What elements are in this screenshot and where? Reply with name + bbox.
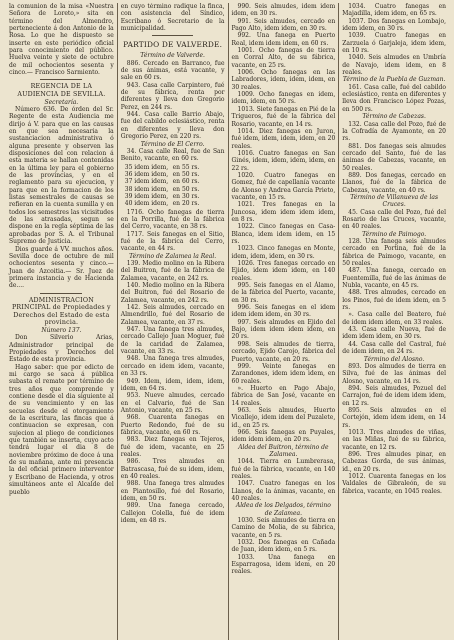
listing-item: 1716. Ocho fanegas de tierra en la Porrilla, fué de la fábrica del Cerro, vacante, en 38 rs. bbox=[120, 208, 225, 231]
row-label: 38 idem idem, bbox=[124, 185, 169, 193]
listing-item: 45. Casa calle del Pozo, fué del Rosario de las Cruces, vacante, en 40 reales. bbox=[342, 208, 446, 231]
article-body: Número 636. De órden del Sr. Regente de esta Audiencia me dirijo á V. para que en las causas en que sea necesaria la sustanciacion administrativa ó alguna presente y observen las disposiciones del con relacion á esta materia se hallan contenidas en la última ley para el gobierno de las provincias, y en el reglamento para su ejecucion, y para que en la formacion de los listas semestrales de causas se refieran en la cuenta sumilla y en todos los semestres las vicisitudes de las atrasadas, segun se dispone en la regla séptima de las aprobadas por S. A. el Tribunal Supremo de Justicia. bbox=[9, 105, 114, 246]
column-2 bbox=[117, 3, 228, 640]
listing-item: 1037. Dos fanegas en Lombajo, idem idem, en 30 rs. bbox=[342, 17, 446, 33]
listing-group bbox=[342, 121, 446, 194]
listing-row bbox=[125, 171, 225, 178]
column-3 bbox=[228, 3, 339, 640]
listing-item: 988. Una fanega tres almudes en Piantosillo, fué del Rosario, idem, en 50 rs. bbox=[120, 480, 225, 502]
listing-item: 1044. Tierra en Lumbrerasa, fué de la fábrica, vacante, en 140 reales. bbox=[231, 458, 336, 480]
listing-row bbox=[125, 186, 225, 193]
listing-item: 43. Casa calle Nueva, fué de idem idem idem, en 30 rs. bbox=[342, 326, 446, 341]
listing-item: 142. Seis almudes, cercado en Almendrillo, fué del Rosario de Zalamea, vacante, en 37 rs. bbox=[120, 304, 225, 326]
listing-item: 1032. Dos fanegas en Cañada de Juan, idem idem, en 5 rs. bbox=[231, 539, 336, 554]
article-body: Don Silverio Arias, Administrador principal de Propiedades y Derechos del Estado de esta provincia. bbox=[9, 334, 114, 364]
listing-item: 1021. Tres fanegas en la Juncosa, idem idem idem idem, en 8 rs. bbox=[231, 201, 336, 223]
section-subheading: Término de Valverde. bbox=[140, 52, 205, 60]
listing-item: ». Huerto en Pago Abajo, fábrica de San José, vacante en 14 reales. bbox=[231, 384, 336, 407]
listing-item: 996. Seis fanegas en el idem idem idem idem, en 30 rs. bbox=[231, 304, 336, 319]
row-label: 36 idem idem, bbox=[124, 170, 169, 178]
listing-group bbox=[121, 148, 225, 163]
section-subheading: Término de Villanueva de las Cruces. bbox=[350, 193, 439, 209]
listing-item: 1013. Siete fanegas en Pié de la Trigueros, fué de la fábrica del Rosario, vacante, en 14 rs. bbox=[231, 105, 336, 128]
row-value: en 50 rs. bbox=[172, 185, 200, 193]
listing-item: 1014. Diez fanegas en Juron, fué idem, idem, idem, idem, en 20 reales. bbox=[231, 127, 336, 150]
listing-item: 963. Seis almudes, Huerto Vicallejo, idem idem del Puzalete, id., en 25 rs. bbox=[231, 406, 336, 429]
listing-item: 1030. Seis almudes de tierra en Camino de Molia, de su fábrica, vacante, en 5 rs. bbox=[231, 517, 336, 539]
row-value: en 55 rs. bbox=[172, 163, 200, 171]
listing-item: 894. Seis almudes, Pozuel del Carrajon, fué de idem idem idem, en 12 rs. bbox=[342, 384, 446, 407]
section-subheading: Término de la Puebla de Guzman. bbox=[342, 76, 446, 84]
listing-item: 997. Seis almudes en Ejido del Bajo, idem idem idem idem, en 20 rs. bbox=[231, 318, 336, 341]
listing-row bbox=[125, 200, 225, 207]
listing-item: 1040. Seis almudes en Umbría de Navajo, idem idem, en 8 reales. bbox=[342, 54, 446, 77]
listing-item: 881. Dos fanegas seis almudes cercado del Santo, fué de las ánimas de Cabezas, vacante, en 50 reales. bbox=[342, 142, 446, 172]
listing-group bbox=[342, 3, 446, 76]
listing-item: 1033. Una fanega en Esparragosa, idem idem, en 20 reales. bbox=[231, 553, 336, 576]
section-subheading: Término de El Cerro. bbox=[140, 140, 205, 148]
listing-item: 947. Una fanega tres almudes, cercado Callejo Juan Moguer, fué de la caridad de Zalamea, vacante, en 33 rs. bbox=[120, 326, 225, 356]
divider bbox=[152, 35, 194, 36]
listing-group bbox=[121, 209, 225, 253]
listing-row bbox=[125, 164, 225, 171]
listing-group bbox=[342, 363, 446, 495]
section-heading: REGENCIA DE LA AUDIENCIA DE SEVILLA. bbox=[17, 83, 106, 99]
listing-item: ». Casa calle del Beatero, fué de idem idem idem, en 33 reales. bbox=[342, 311, 446, 326]
listing-item: 1009. Ocho fanegas en idem, idem, idem, en 50 rs. bbox=[231, 91, 336, 106]
listing-item: 889. Dos fanegas, cercado en Llanos, fué de la fábrica de Cabezas, vacante, en 40 rs. bbox=[342, 171, 446, 194]
listing-item: 487. Una fanega, cercado en Fuentemilla, fué de las ánimas de Nubla, vacante, en 45 rs. bbox=[342, 267, 446, 290]
listing-item: 488. Tres almudes, cercado en los Pinos, fué de idem idem, en 5 rs. bbox=[342, 289, 446, 312]
section-subheading: Número 137. bbox=[41, 326, 82, 334]
article-body: Hago saber: que por edicto de mi cargo se saca á pública subasta el remate por término de tres años que comprende y contiene desde el dia siguiente al de su vencimiento y en las secuelas desde el otorgamiento de la escritura, las fincas que á continuacion se expresan, con sujecion al pliego de condiciones que también se inserta, cuyo acto tendrá lugar el dia 8 de noviembre próximo de doce á una de su mañana, ante mi presencia la del oficial primero interventor y Escribano de Hacienda, y otros simultáneos ante el Alcalde del pueblo bbox=[9, 363, 114, 496]
listing-item: 983. Diez fanegas en Tejeros, fué de idem, vacante, en 25 reales. bbox=[120, 436, 225, 458]
listing-row bbox=[125, 193, 225, 200]
section-subheading: Término de Zalamea la Real. bbox=[129, 252, 217, 260]
listing-group bbox=[232, 3, 336, 444]
divider bbox=[40, 79, 82, 80]
listing-item: 893. Dos almudes de tierra en Silva, fué de las ánimas del Alosno, vacante, en 14 rs. bbox=[342, 362, 446, 385]
listing-group bbox=[342, 84, 446, 113]
listing-item: 161. Casa calle, fué del cabildo eclesiástico, renta en diferentes y lleva don Francisco López Pozas, en 500 rs. bbox=[342, 83, 446, 113]
section-heading: ADMINISTRACION PRINCIPAL de Propiedades y Derechos del Estado de esta provincia. bbox=[11, 296, 111, 327]
section-subheading: Aldea del Buitron, término de Zalamea. bbox=[238, 443, 329, 458]
row-value: en 50 rs. bbox=[172, 170, 200, 178]
row-label: 39 idem idem, bbox=[124, 192, 169, 200]
listing-group bbox=[232, 517, 336, 576]
listing-item: 886. Cercado en Barranco, fue de sus ánimas, está vacante, y sale en 60 rs. bbox=[120, 59, 225, 82]
listing-item: 128. Una fanega seis almudes cercado en Portina, fué de la fábrica de Paimogo, vacante, en 50 reales. bbox=[342, 238, 446, 268]
row-value: en 20 rs. bbox=[172, 200, 200, 208]
listing-group bbox=[121, 260, 225, 524]
section-subheading: Término de Paimogo. bbox=[362, 230, 427, 238]
row-label: 35 idem idem, bbox=[124, 163, 169, 171]
listing-item: 139. Medio molino en la Ribera del Buitron, fué de la fábrica de Zalamea, vacante, en 242 rs. bbox=[120, 260, 225, 282]
section-subheading: Término del Alosno. bbox=[363, 355, 425, 363]
listing-item: 948. Una fanega tres almudes, cercado en idem idem, vacante, en 33 rs. bbox=[120, 355, 225, 378]
listing-item: 999. Veinte fanegas en Zarandones, idem idem idem, en 60 reales. bbox=[231, 362, 336, 385]
column-1 bbox=[6, 3, 117, 640]
listing-item: 1039. Cuatro fanegas en Zarzuela ó Garjaleja, idem idem, en 10 rs. bbox=[342, 32, 446, 55]
listing-group bbox=[121, 60, 225, 141]
listing-item: 989. Una fanega cercado, Callejon Colella, fué de idem idem, en 48 rs. bbox=[120, 502, 225, 525]
listing-rows bbox=[125, 164, 225, 208]
listing-item: 1006. Ocho fanegas en las Labradores, idem, idem, idem, en 30 reales. bbox=[231, 69, 336, 91]
listing-group bbox=[232, 458, 336, 502]
listing-item: 986. Tres almudes en Batrascasa, fué de su idem, idem, en 40 reales. bbox=[120, 458, 225, 480]
section-subheading: Término de Cabezas. bbox=[362, 113, 426, 121]
listing-item: 44. Casa calle del Castral, fué de idem idem, en 24 rs. bbox=[342, 340, 446, 356]
listing-item: 1026. Tres fanegas cercado en Ejido, idem idem idem, en 140 reales. bbox=[231, 260, 336, 282]
listing-item: 995. Seis fanegas en el Álamo, de la fábrica del Puerto, vacante, en 30 rs. bbox=[231, 282, 336, 304]
listing-item: 1013. Tres almudes de viñas, en las Miñas, fué de su fábrica, vacante, en 12 rs. bbox=[342, 428, 446, 451]
listing-item: 949. Idem, idem, idem, idem, idem, en 64 rs. bbox=[120, 377, 225, 392]
article-intro: en cuyo término radique la finca, con asistencia del Síndico, Escribano ó Secretario de la municipalidad. bbox=[120, 3, 225, 33]
row-value: en 30 rs. bbox=[172, 192, 200, 200]
listing-item: 896. Tres almudes pinar, en Cabezas Gorda, de sus ánimas, id., en 20 rs. bbox=[342, 450, 446, 473]
section-subheading: Secretaría. bbox=[44, 98, 79, 106]
listing-item: 140. Medio molino en la Ribera del Buitron, fué del Rosario de Zalamea, vacante, en 242 rs. bbox=[120, 282, 225, 304]
listing-item: 1717. Seis fanegas en el Sitio, fué de la fábrica del Cerro, vacante, en 44 rs. bbox=[120, 230, 225, 253]
column-4 bbox=[338, 3, 449, 640]
listing-row bbox=[125, 178, 225, 185]
article-body: Dios guarde á VV. muchos años. Sevilla doce de octubre de mil ochocientos sesenta y cinco.—Juan de Azcoitia.— Sr. Juez de primera instancia y de Hacienda de.... bbox=[9, 245, 114, 290]
listing-group bbox=[342, 238, 446, 356]
row-label: 37 idem idem, bbox=[124, 178, 169, 186]
listing-item: 991. Seis almudes, cercado en Pago Alto, idem idem, en 30 rs. bbox=[231, 17, 336, 33]
listing-item: 1012. Cuarenta fanegas en los Valdales de Gibraleón, de su fábrica, vacante, en 1045 reales. bbox=[342, 473, 446, 495]
listing-item: 1020. Cuatro fanegas en Gomez, fué de capellanía vacante de Alonso y Andrea García Prieto, vacante, en 15 rs. bbox=[231, 171, 336, 201]
listing-item: 998. Seis almudes de tierra, cercado, Ejido Carojo, fábrica del Puerto, vacante, en 20 rs. bbox=[231, 340, 336, 363]
listing-item: 968. Cuarenta fanegas en Puerto Redondo, fué de su fábrica, vacante, en 60 rs. bbox=[120, 414, 225, 436]
section-subheading: Aldea de los Delgados, término de Zalamea. bbox=[235, 502, 331, 517]
listing-item: 990. Seis almudes, idem idem idem, en 30 rs. bbox=[231, 3, 336, 18]
listing-item: 992. Una fanega en Puerto Real, idem idem idem, en 60 rs. bbox=[231, 32, 336, 47]
listing-item: 1016. Cuatro fanegas en San Ginés, idem, idem, idem, idem, en 22 rs. bbox=[231, 149, 336, 172]
listing-item: 132. Casa calle del Pozo, fué de la Cofradía de Ayamonte, en 20 rs. bbox=[342, 120, 446, 143]
listing-item: 1023. Cinco fanegas en Monte, idem, idem, idem, en 30 rs. bbox=[231, 245, 336, 260]
row-value: en 60 rs. bbox=[172, 178, 200, 186]
listing-item: 1047. Cuatro fanegas en los Llanos, de la ánimas, vacante, en 40 reales. bbox=[231, 480, 336, 503]
listing-item: 34. Casa calle Real, fue de San Benito, vacante, en 60 rs. bbox=[120, 147, 225, 163]
listing-item: 966. Seis fanegas en Puyales, idem idem idem, en 20 rs. bbox=[231, 428, 336, 444]
listing-item: 895. Seis almudes en el Cortejón, idem idem idem, en 14 rs. bbox=[342, 406, 446, 429]
listing-item: 943. Casa calle Carpintero, fué de su fábrica, renta por diferentes y lleva don Gregorio Perez, en 244 rs. bbox=[120, 81, 225, 111]
listing-group bbox=[342, 209, 446, 231]
article-intro: la comunion de la misa «Nuestra Señora de Loreto,» sita en término del Almendro, perteneciente á don Antonio de la Rosa. Lo que he dispuesto se inserte en este periódico oficial para conocimiento del público. Huelva veinte y siete de octubre de mil ochocientos sesenta y cinco.— Francisco Sarmiento. bbox=[9, 3, 114, 77]
listing-item: 1001. Ocho fanegas de tierra en Corral Alto, de su fábrica, vacante, en 25 rs. bbox=[231, 47, 336, 69]
row-label: 40 idem idem, bbox=[124, 200, 169, 208]
listing-item: 1022. Cinco fanegas en Casa-Blanca, idem idem idem, en 15 rs. bbox=[231, 223, 336, 245]
listing-item: 1034. Cuatro fanegas en Majadilla, idem idem, en 65 rs. bbox=[342, 3, 446, 18]
divider bbox=[40, 293, 82, 294]
listing-item: 953. Nueve almudes, cercado en el Calvario, fué de San Antonio, vacante, en 25 rs. bbox=[120, 392, 225, 414]
section-heading: PARTIDO DE VALVERDE. bbox=[123, 40, 223, 50]
listing-item: 944. Casa calle Barrio Abajo, fue del cabildo eclesiástico, renta en diferentes y lleva don Gregorio Perez, en 220 rs. bbox=[120, 111, 225, 141]
